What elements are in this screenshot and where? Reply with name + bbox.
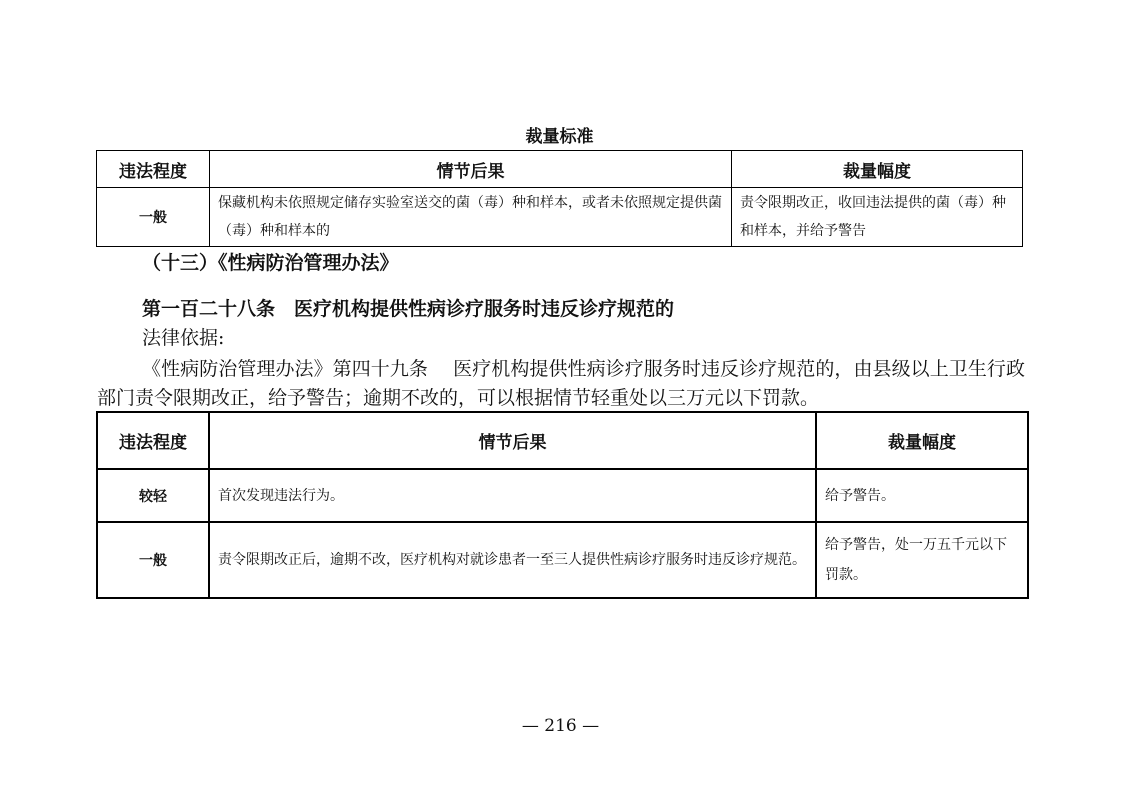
table-row: [97, 469, 1028, 522]
article-title: 第一百二十八条 医疗机构提供性病诊疗服务时违反诊疗规范的: [142, 298, 675, 320]
legal-basis-text: 《性病防治管理办法》第四十九条 医疗机构提供性病诊疗服务时违反诊疗规范的，由县级以上卫生行政部门责令限期改正，给予警告；逾期不改的，可以根据情节轻重处以三万元以下罚款。: [97, 358, 1025, 409]
table-header-row: [97, 151, 1023, 188]
circumstance-cell: 首次发现违法行为。: [209, 469, 816, 522]
table-row: [97, 522, 1028, 598]
penalty-cell: 给予警告。: [816, 469, 1028, 522]
level-cell: 一般: [97, 188, 210, 247]
table-header-row: [97, 412, 1028, 469]
circumstance-cell: 保藏机构未依照规定储存实验室送交的菌（毒）种和样本，或者未依照规定提供菌（毒）种和样本的: [210, 188, 732, 247]
header-level: 违法程度: [97, 412, 209, 469]
header-penalty: 裁量幅度: [732, 151, 1023, 188]
penalty-cell: 责令限期改正，收回违法提供的菌（毒）种和样本，并给予警告: [732, 188, 1023, 247]
header-level: 违法程度: [97, 151, 210, 188]
header-circumstance: 情节后果: [210, 151, 732, 188]
section-title: （十三）《性病防治管理办法》: [142, 252, 399, 274]
penalty-cell: 给予警告，处一万五千元以下罚款。: [816, 522, 1028, 598]
circumstance-cell: 责令限期改正后，逾期不改，医疗机构对就诊患者一至三人提供性病诊疗服务时违反诊疗规范。: [209, 522, 816, 598]
page-number: — 216 —: [521, 716, 600, 736]
level-cell: 一般: [97, 522, 209, 598]
table-row: [97, 188, 1023, 247]
level-cell: 较轻: [97, 469, 209, 522]
table1-title: 裁量标准: [525, 127, 594, 147]
table2: [96, 411, 1029, 599]
header-penalty: 裁量幅度: [816, 412, 1028, 469]
table1: [96, 150, 1023, 247]
legal-basis-label: 法律依据:: [142, 327, 225, 349]
header-circumstance: 情节后果: [209, 412, 816, 469]
